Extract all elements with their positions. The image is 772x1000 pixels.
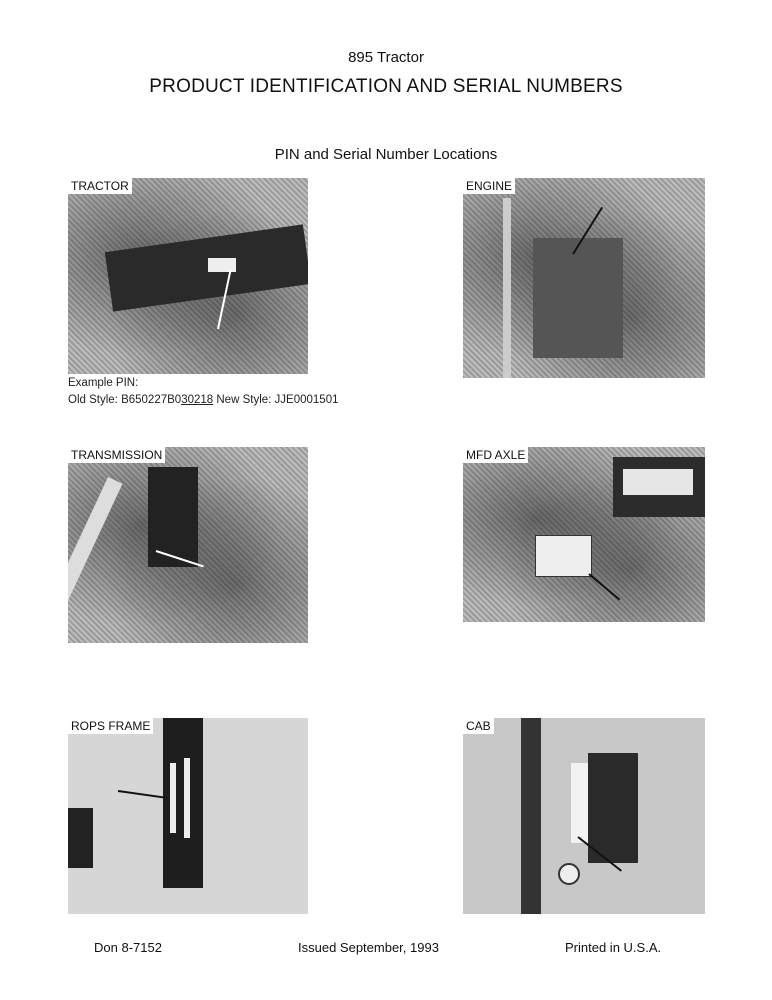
photo-rops-frame bbox=[68, 718, 308, 914]
doc-number: Don 8-7152 bbox=[94, 940, 162, 955]
photo-engine bbox=[463, 178, 705, 378]
photo-label: MFD AXLE bbox=[463, 447, 528, 463]
issued-date: Issued September, 1993 bbox=[298, 940, 439, 955]
old-style-label: Old Style: bbox=[68, 394, 118, 406]
photo-label: ENGINE bbox=[463, 178, 515, 194]
photo-label: TRACTOR bbox=[68, 178, 132, 194]
photo-label: CAB bbox=[463, 718, 494, 734]
printed-in: Printed in U.S.A. bbox=[565, 940, 662, 955]
photo-transmission bbox=[68, 447, 308, 643]
photo-label: TRANSMISSION bbox=[68, 447, 165, 463]
photo-cab bbox=[463, 718, 705, 914]
example-pin-values bbox=[68, 394, 339, 406]
photo-tractor bbox=[68, 178, 308, 374]
old-style-serial: 30218 bbox=[181, 394, 214, 406]
photo-mfd-axle bbox=[463, 447, 705, 622]
new-style-value: JJE0001501 bbox=[274, 394, 339, 406]
photo-label: ROPS FRAME bbox=[68, 718, 153, 734]
section-heading: PIN and Serial Number Locations bbox=[274, 146, 498, 163]
old-style-prefix: B650227B0 bbox=[121, 394, 182, 406]
page-title: PRODUCT IDENTIFICATION AND SERIAL NUMBERS bbox=[149, 76, 623, 97]
example-pin-heading: Example PIN: bbox=[68, 377, 139, 389]
model-subtitle: 895 Tractor bbox=[348, 49, 424, 66]
new-style-label: New Style: bbox=[216, 394, 272, 406]
